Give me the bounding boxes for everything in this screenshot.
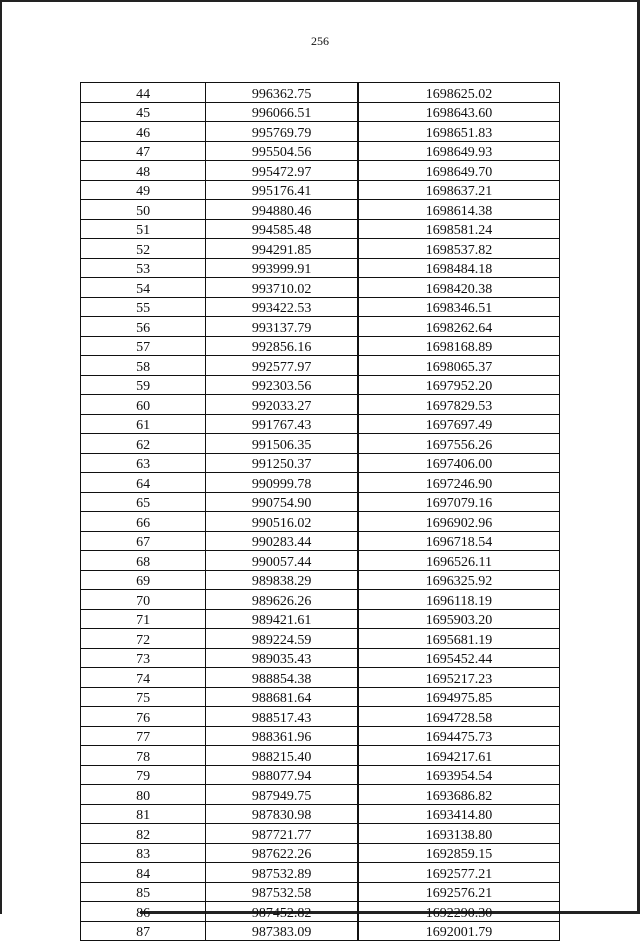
point-number-cell: 63 xyxy=(81,453,206,473)
y-coordinate-cell: 1695903.20 xyxy=(358,609,560,629)
x-coordinate-cell: 996362.75 xyxy=(206,83,358,103)
point-number-cell: 68 xyxy=(81,551,206,571)
page-border-top xyxy=(0,0,640,2)
point-number-cell: 58 xyxy=(81,356,206,376)
table-row xyxy=(81,473,560,493)
y-coordinate-cell: 1698484.18 xyxy=(358,258,560,278)
x-coordinate-cell: 990754.90 xyxy=(206,492,358,512)
point-number-cell: 83 xyxy=(81,843,206,863)
point-number-cell: 77 xyxy=(81,726,206,746)
point-number-cell: 45 xyxy=(81,102,206,122)
y-coordinate-cell: 1698649.93 xyxy=(358,141,560,161)
point-number-cell: 84 xyxy=(81,863,206,883)
y-coordinate-cell: 1698420.38 xyxy=(358,278,560,298)
point-number-cell: 54 xyxy=(81,278,206,298)
table-row xyxy=(81,219,560,239)
point-number-cell: 50 xyxy=(81,200,206,220)
point-number-cell: 72 xyxy=(81,629,206,649)
point-number-cell: 62 xyxy=(81,434,206,454)
table-row xyxy=(81,551,560,571)
y-coordinate-cell: 1697556.26 xyxy=(358,434,560,454)
x-coordinate-cell: 987532.58 xyxy=(206,882,358,902)
x-coordinate-cell: 992856.16 xyxy=(206,336,358,356)
table-row xyxy=(81,629,560,649)
x-coordinate-cell: 990057.44 xyxy=(206,551,358,571)
table-row xyxy=(81,141,560,161)
table-row xyxy=(81,278,560,298)
x-coordinate-cell: 991250.37 xyxy=(206,453,358,473)
table-row xyxy=(81,746,560,766)
x-coordinate-cell: 991767.43 xyxy=(206,414,358,434)
point-number-cell: 60 xyxy=(81,395,206,415)
x-coordinate-cell: 994880.46 xyxy=(206,200,358,220)
table-row xyxy=(81,570,560,590)
table-row xyxy=(81,356,560,376)
y-coordinate-cell: 1698262.64 xyxy=(358,317,560,337)
table-row xyxy=(81,765,560,785)
x-coordinate-cell: 988517.43 xyxy=(206,707,358,727)
point-number-cell: 53 xyxy=(81,258,206,278)
point-number-cell: 46 xyxy=(81,122,206,142)
point-number-cell: 78 xyxy=(81,746,206,766)
y-coordinate-cell: 1698614.38 xyxy=(358,200,560,220)
table-row xyxy=(81,258,560,278)
point-number-cell: 66 xyxy=(81,512,206,532)
y-coordinate-cell: 1693686.82 xyxy=(358,785,560,805)
y-coordinate-cell: 1697952.20 xyxy=(358,375,560,395)
table-row xyxy=(81,531,560,551)
point-number-cell: 70 xyxy=(81,590,206,610)
y-coordinate-cell: 1695452.44 xyxy=(358,648,560,668)
y-coordinate-cell: 1692577.21 xyxy=(358,863,560,883)
table-row xyxy=(81,83,560,103)
table-row xyxy=(81,804,560,824)
point-number-cell: 87 xyxy=(81,921,206,941)
table-row xyxy=(81,200,560,220)
x-coordinate-cell: 988681.64 xyxy=(206,687,358,707)
point-number-cell: 57 xyxy=(81,336,206,356)
table-row xyxy=(81,375,560,395)
x-coordinate-cell: 989224.59 xyxy=(206,629,358,649)
page-number: 256 xyxy=(311,34,329,48)
table-row xyxy=(81,843,560,863)
y-coordinate-cell: 1693414.80 xyxy=(358,804,560,824)
y-coordinate-cell: 1698065.37 xyxy=(358,356,560,376)
x-coordinate-cell: 994291.85 xyxy=(206,239,358,259)
table-row xyxy=(81,414,560,434)
page-border-left xyxy=(0,0,2,914)
y-coordinate-cell: 1696526.11 xyxy=(358,551,560,571)
table-row xyxy=(81,336,560,356)
point-number-cell: 44 xyxy=(81,83,206,103)
point-number-cell: 65 xyxy=(81,492,206,512)
point-number-cell: 74 xyxy=(81,668,206,688)
table-row xyxy=(81,239,560,259)
y-coordinate-cell: 1695681.19 xyxy=(358,629,560,649)
table-row xyxy=(81,648,560,668)
point-number-cell: 56 xyxy=(81,317,206,337)
x-coordinate-cell: 988077.94 xyxy=(206,765,358,785)
x-coordinate-cell: 993999.91 xyxy=(206,258,358,278)
y-coordinate-cell: 1697079.16 xyxy=(358,492,560,512)
point-number-cell: 86 xyxy=(81,902,206,922)
y-coordinate-cell: 1692001.79 xyxy=(358,921,560,941)
point-number-cell: 67 xyxy=(81,531,206,551)
x-coordinate-cell: 993422.53 xyxy=(206,297,358,317)
point-number-cell: 82 xyxy=(81,824,206,844)
table-row xyxy=(81,687,560,707)
y-coordinate-cell: 1697829.53 xyxy=(358,395,560,415)
y-coordinate-cell: 1693954.54 xyxy=(358,765,560,785)
y-coordinate-cell: 1697406.00 xyxy=(358,453,560,473)
point-number-cell: 76 xyxy=(81,707,206,727)
x-coordinate-cell: 996066.51 xyxy=(206,102,358,122)
y-coordinate-cell: 1692576.21 xyxy=(358,882,560,902)
y-coordinate-cell: 1696902.96 xyxy=(358,512,560,532)
x-coordinate-cell: 988854.38 xyxy=(206,668,358,688)
x-coordinate-cell: 993137.79 xyxy=(206,317,358,337)
point-number-cell: 52 xyxy=(81,239,206,259)
table-row xyxy=(81,453,560,473)
y-coordinate-cell: 1694217.61 xyxy=(358,746,560,766)
table-row xyxy=(81,434,560,454)
y-coordinate-cell: 1698649.70 xyxy=(358,161,560,181)
table-row xyxy=(81,512,560,532)
point-number-cell: 71 xyxy=(81,609,206,629)
point-number-cell: 59 xyxy=(81,375,206,395)
x-coordinate-cell: 994585.48 xyxy=(206,219,358,239)
x-coordinate-cell: 991506.35 xyxy=(206,434,358,454)
x-coordinate-cell: 990283.44 xyxy=(206,531,358,551)
x-coordinate-cell: 992033.27 xyxy=(206,395,358,415)
y-coordinate-cell: 1694975.85 xyxy=(358,687,560,707)
y-coordinate-cell: 1696118.19 xyxy=(358,590,560,610)
x-coordinate-cell: 989421.61 xyxy=(206,609,358,629)
point-number-cell: 64 xyxy=(81,473,206,493)
y-coordinate-cell: 1697697.49 xyxy=(358,414,560,434)
y-coordinate-cell: 1698637.21 xyxy=(358,180,560,200)
y-coordinate-cell: 1694728.58 xyxy=(358,707,560,727)
table-row xyxy=(81,395,560,415)
y-coordinate-cell: 1692290.30 xyxy=(358,902,560,922)
x-coordinate-cell: 989035.43 xyxy=(206,648,358,668)
y-coordinate-cell: 1698651.83 xyxy=(358,122,560,142)
y-coordinate-cell: 1698168.89 xyxy=(358,336,560,356)
table-row xyxy=(81,668,560,688)
point-number-cell: 61 xyxy=(81,414,206,434)
x-coordinate-cell: 989838.29 xyxy=(206,570,358,590)
table-row xyxy=(81,102,560,122)
table-row xyxy=(81,122,560,142)
table-row xyxy=(81,863,560,883)
point-number-cell: 51 xyxy=(81,219,206,239)
coordinate-table-body xyxy=(81,83,560,941)
x-coordinate-cell: 987622.26 xyxy=(206,843,358,863)
table-row xyxy=(81,921,560,941)
y-coordinate-cell: 1697246.90 xyxy=(358,473,560,493)
table-row xyxy=(81,785,560,805)
y-coordinate-cell: 1698346.51 xyxy=(358,297,560,317)
x-coordinate-cell: 992303.56 xyxy=(206,375,358,395)
y-coordinate-cell: 1698537.82 xyxy=(358,239,560,259)
x-coordinate-cell: 995176.41 xyxy=(206,180,358,200)
table-row xyxy=(81,590,560,610)
point-number-cell: 55 xyxy=(81,297,206,317)
table-row xyxy=(81,609,560,629)
x-coordinate-cell: 990516.02 xyxy=(206,512,358,532)
y-coordinate-cell: 1698643.60 xyxy=(358,102,560,122)
point-number-cell: 73 xyxy=(81,648,206,668)
point-number-cell: 47 xyxy=(81,141,206,161)
table-row xyxy=(81,317,560,337)
x-coordinate-cell: 995472.97 xyxy=(206,161,358,181)
x-coordinate-cell: 995504.56 xyxy=(206,141,358,161)
point-number-cell: 81 xyxy=(81,804,206,824)
x-coordinate-cell: 987721.77 xyxy=(206,824,358,844)
table-row xyxy=(81,726,560,746)
x-coordinate-cell: 987532.89 xyxy=(206,863,358,883)
point-number-cell: 75 xyxy=(81,687,206,707)
table-row xyxy=(81,180,560,200)
point-number-cell: 49 xyxy=(81,180,206,200)
y-coordinate-cell: 1695217.23 xyxy=(358,668,560,688)
x-coordinate-cell: 993710.02 xyxy=(206,278,358,298)
table-row xyxy=(81,902,560,922)
x-coordinate-cell: 988361.96 xyxy=(206,726,358,746)
y-coordinate-cell: 1698625.02 xyxy=(358,83,560,103)
point-number-cell: 79 xyxy=(81,765,206,785)
table-row xyxy=(81,161,560,181)
table-row xyxy=(81,882,560,902)
y-coordinate-cell: 1698581.24 xyxy=(358,219,560,239)
x-coordinate-cell: 987452.82 xyxy=(206,902,358,922)
point-number-cell: 48 xyxy=(81,161,206,181)
x-coordinate-cell: 992577.97 xyxy=(206,356,358,376)
y-coordinate-cell: 1693138.80 xyxy=(358,824,560,844)
point-number-cell: 80 xyxy=(81,785,206,805)
y-coordinate-cell: 1696325.92 xyxy=(358,570,560,590)
x-coordinate-cell: 987949.75 xyxy=(206,785,358,805)
table-row xyxy=(81,824,560,844)
coordinate-table xyxy=(80,82,560,941)
y-coordinate-cell: 1696718.54 xyxy=(358,531,560,551)
table-row xyxy=(81,297,560,317)
table-row xyxy=(81,707,560,727)
x-coordinate-cell: 988215.40 xyxy=(206,746,358,766)
x-coordinate-cell: 990999.78 xyxy=(206,473,358,493)
x-coordinate-cell: 995769.79 xyxy=(206,122,358,142)
x-coordinate-cell: 989626.26 xyxy=(206,590,358,610)
y-coordinate-cell: 1692859.15 xyxy=(358,843,560,863)
point-number-cell: 69 xyxy=(81,570,206,590)
x-coordinate-cell: 987383.09 xyxy=(206,921,358,941)
y-coordinate-cell: 1694475.73 xyxy=(358,726,560,746)
point-number-cell: 85 xyxy=(81,882,206,902)
table-row xyxy=(81,492,560,512)
x-coordinate-cell: 987830.98 xyxy=(206,804,358,824)
